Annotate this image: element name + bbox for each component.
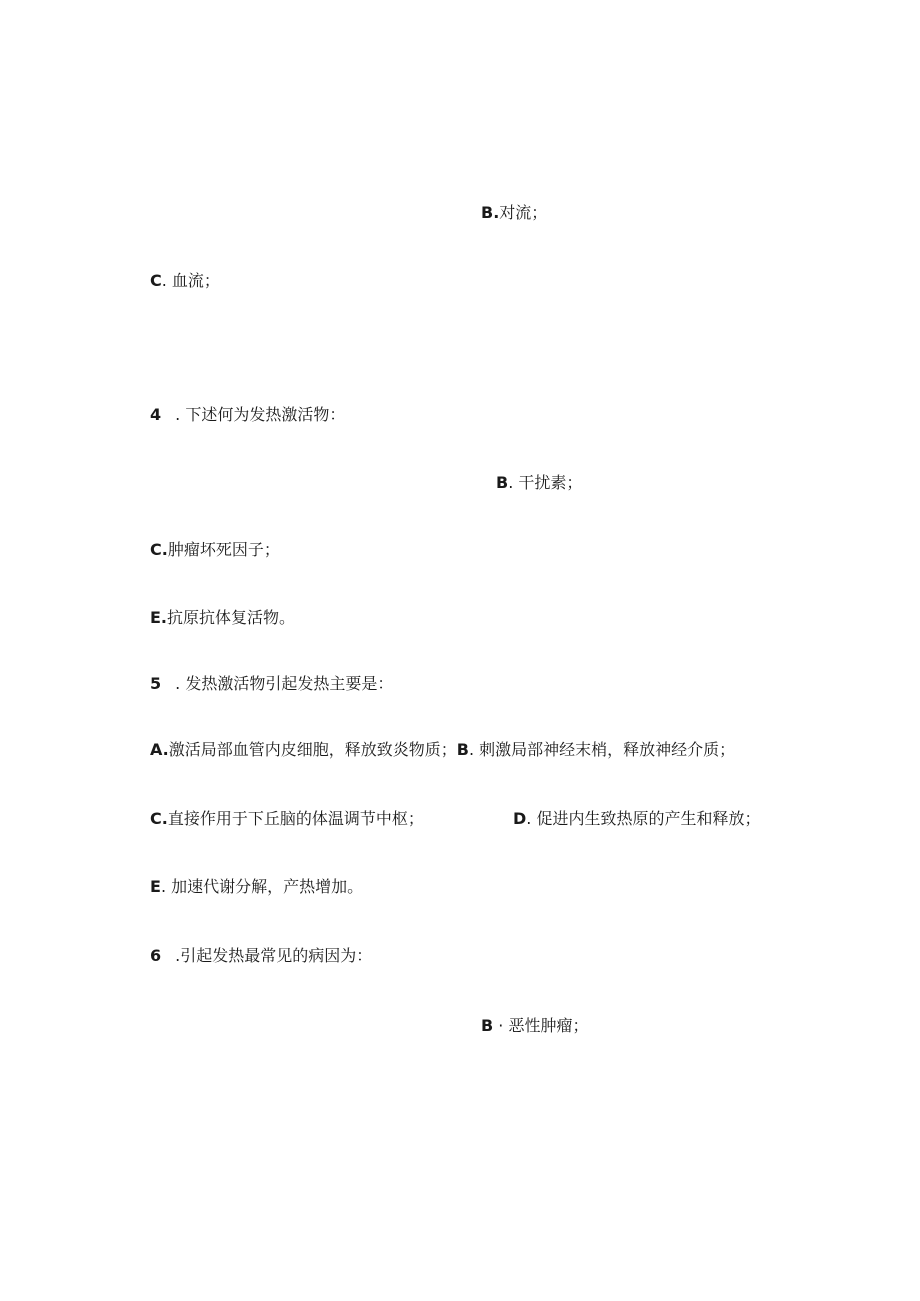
option-text: · 恶性肿瘤； — [493, 1016, 589, 1035]
option-letter: D — [513, 809, 527, 828]
question-number: 6 — [150, 946, 162, 965]
q3-option-b — [481, 203, 547, 223]
q4-option-b — [496, 473, 582, 493]
q5-option-a-b — [150, 740, 735, 760]
q6-option-b — [481, 1016, 588, 1036]
question-number: 4 — [150, 405, 162, 424]
option-letter: B — [456, 740, 469, 759]
option-letter: B — [481, 1016, 494, 1035]
option-letter: C. — [150, 540, 168, 559]
option-text: . 干扰素； — [508, 473, 583, 492]
option-letter: B. — [481, 203, 500, 222]
option-text: . 刺激局部神经末梢，释放神经介质； — [468, 740, 736, 759]
option-letter: C — [150, 271, 162, 290]
q5-option-e — [150, 877, 363, 897]
q5-option-c — [150, 809, 424, 829]
option-text: . 血流； — [161, 271, 220, 290]
question-stem: . 下述何为发热激活物： — [175, 405, 346, 424]
q3-option-c — [150, 271, 220, 291]
q4-option-e — [150, 608, 295, 628]
option-letter: E. — [150, 608, 168, 627]
option-text: . 促进内生致热原的产生和释放； — [526, 809, 761, 828]
question-number: 5 — [150, 674, 162, 693]
option-text: . 加速代谢分解，产热增加。 — [160, 877, 364, 896]
question-4 — [150, 405, 345, 425]
option-letter: B — [496, 473, 509, 492]
question-5 — [150, 674, 393, 694]
option-text: 抗原抗体复活物。 — [167, 608, 296, 627]
q4-option-c — [150, 540, 280, 560]
question-stem: .引起发热最常见的病因为： — [175, 946, 373, 965]
option-letter: A. — [150, 740, 169, 759]
option-text: 对流； — [499, 203, 548, 222]
option-text: 肿瘤坏死因子； — [167, 540, 280, 559]
q5-option-d — [513, 809, 760, 829]
option-letter: C. — [150, 809, 168, 828]
option-text: 直接作用于下丘脑的体温调节中枢； — [167, 809, 424, 828]
option-letter: E — [150, 877, 161, 896]
question-stem: . 发热激活物引起发热主要是： — [175, 674, 394, 693]
option-text: 激活局部血管内皮细胞，释放致炎物质； — [168, 740, 457, 759]
question-6 — [150, 946, 372, 966]
